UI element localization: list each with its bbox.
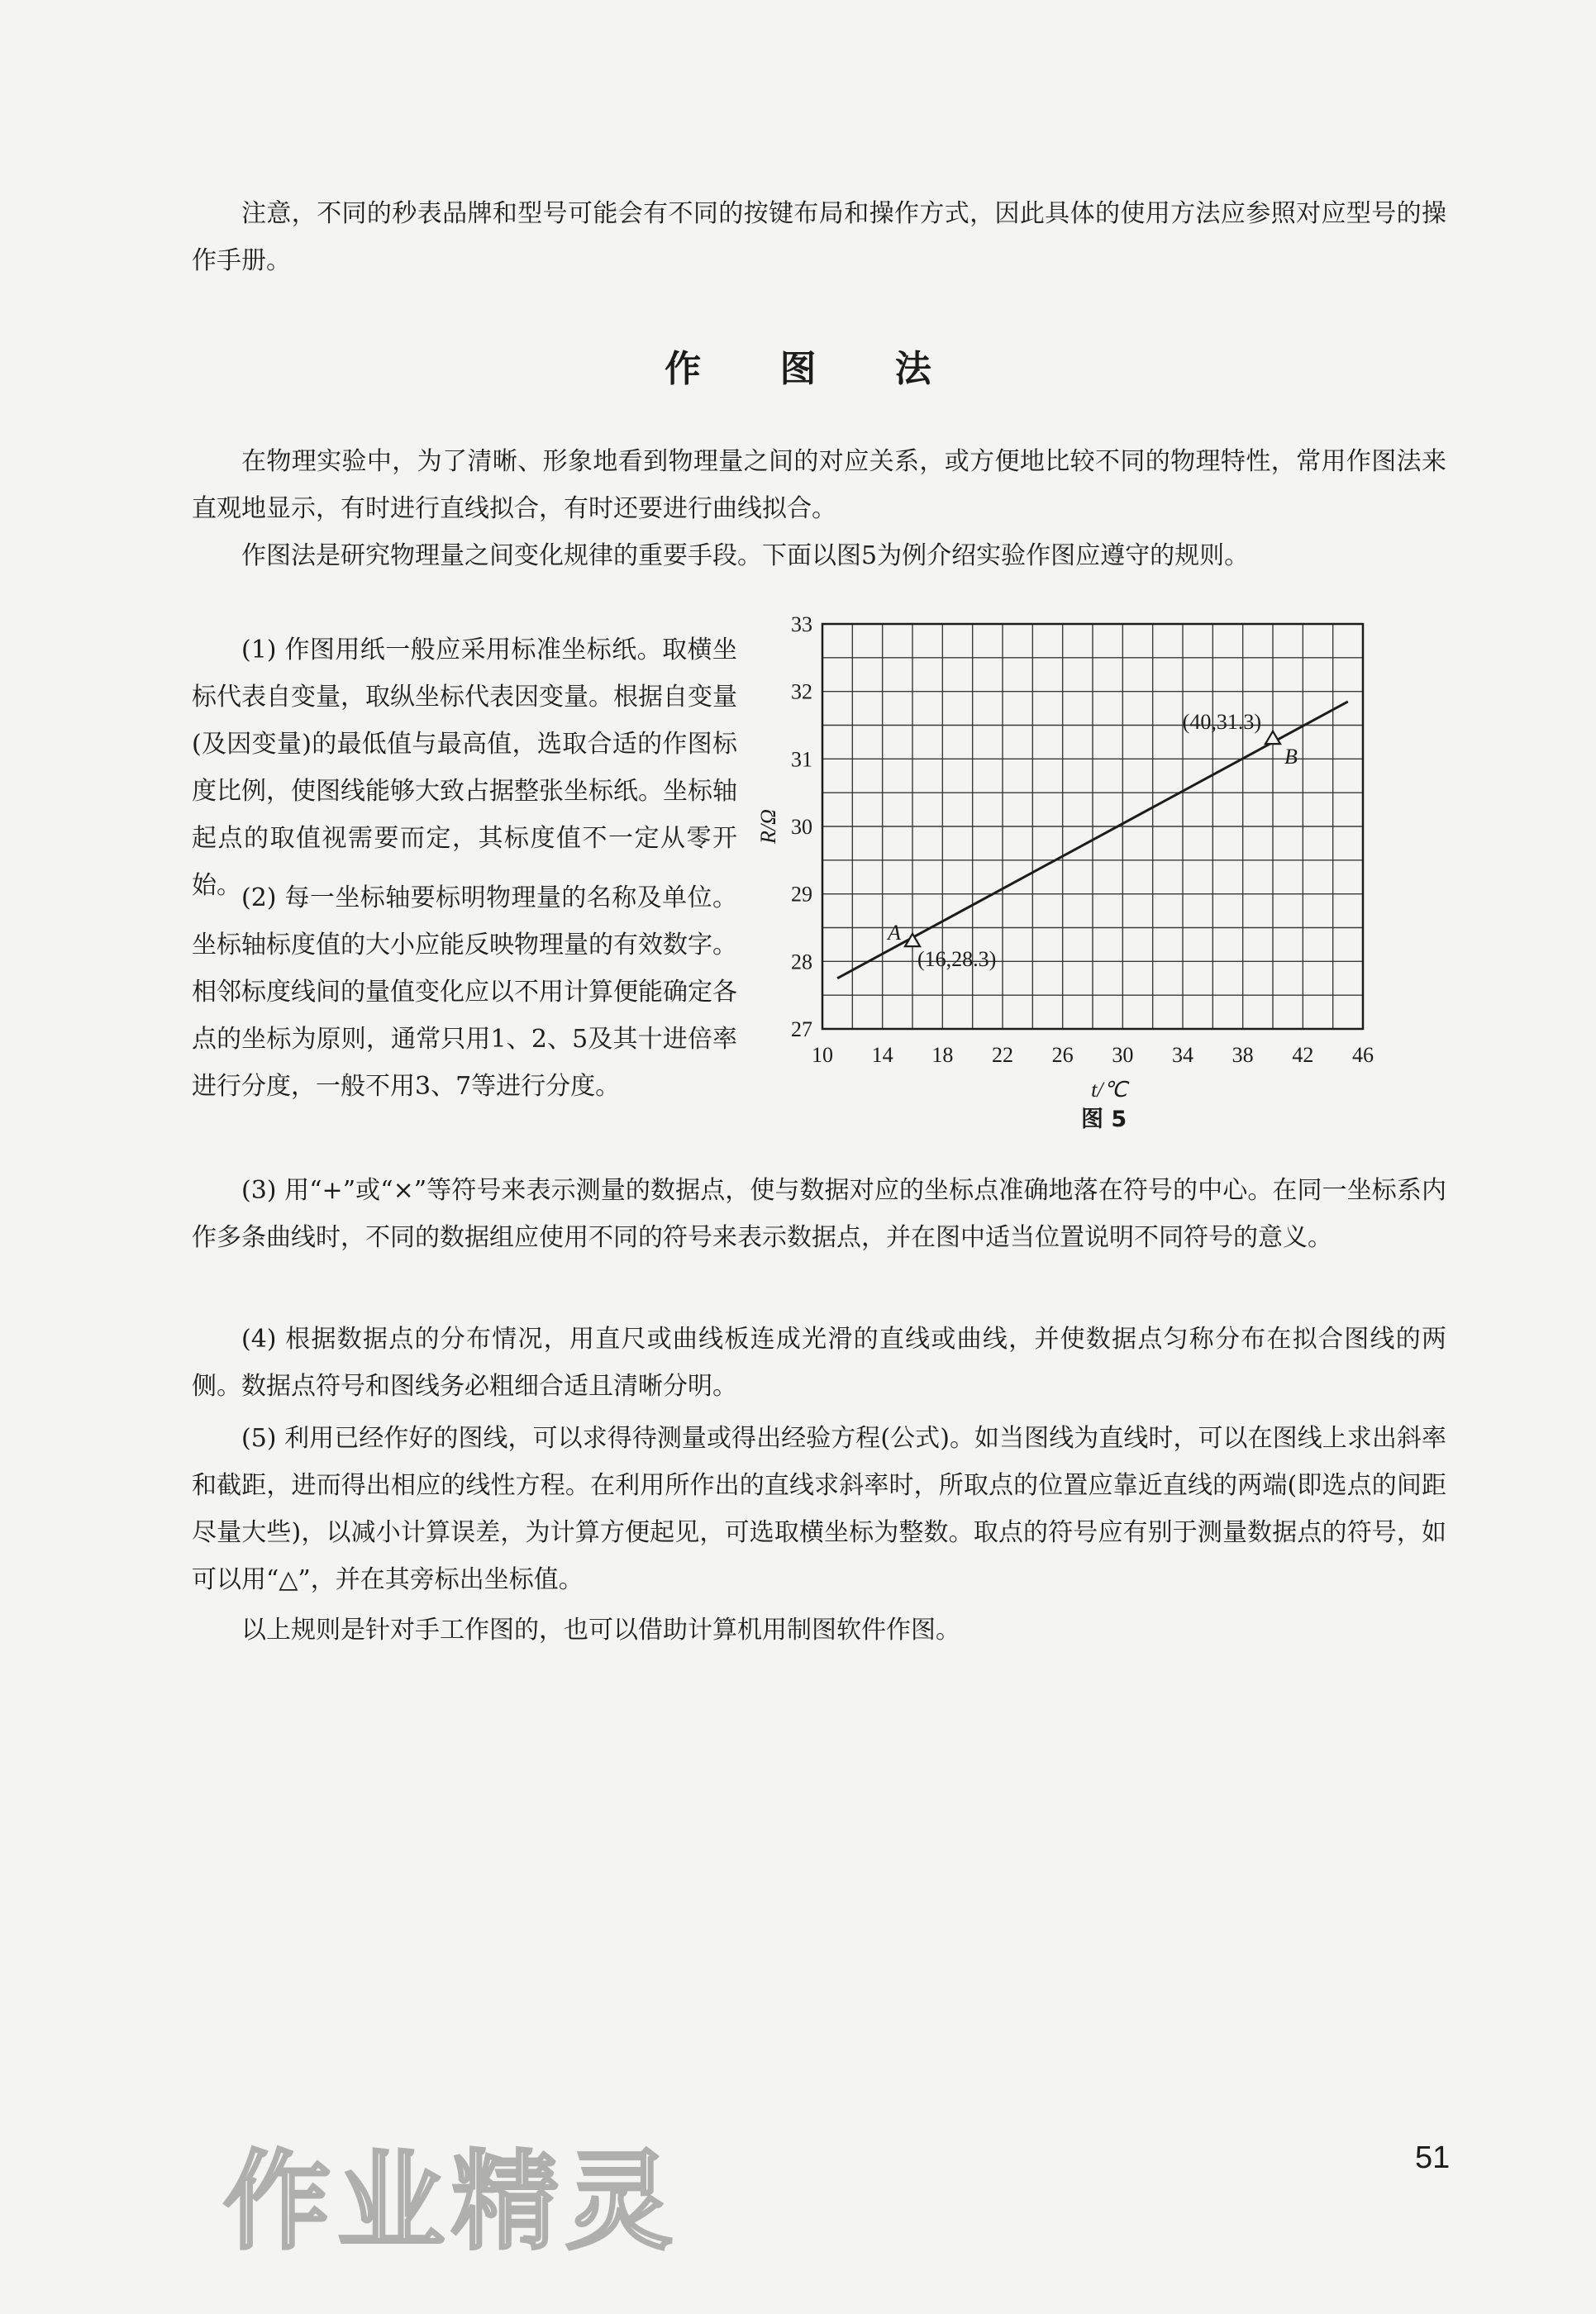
x-tick-label: 38 (1232, 1043, 1254, 1067)
rule-3: (3) 用“+”或“×”等符号来表示测量的数据点，使与数据对应的坐标点准确地落在符号的中心。在同一坐标系内作多条曲线时，不同的数据组应使用不同的符号来表示数据点，并在图中适当位置说明不同符号的意义。 (192, 1176, 1446, 1252)
y-tick-label: 28 (791, 950, 812, 974)
watermark: 作业精灵 (223, 2139, 680, 2264)
x-tick-label: 26 (1051, 1043, 1074, 1067)
x-tick-label: 14 (871, 1043, 893, 1067)
point-a-name: A (888, 920, 901, 945)
x-tick-label: 10 (812, 1043, 833, 1067)
rule-4: (4) 根据数据点的分布情况，用直尺或曲线板连成光滑的直线或曲线，并使数据点匀称分布在拟合图线的两侧。数据点符号和图线务必粗细合适且清晰分明。 (192, 1325, 1446, 1401)
point-b-coordinates: (40,31.3) (1182, 709, 1261, 734)
intro-note: 注意，不同的秒表品牌和型号可能会有不同的按键布局和操作方式，因此具体的使用方法应参照对应型号的操作手册。 (192, 199, 1446, 275)
x-tick-label: 34 (1172, 1043, 1193, 1067)
section-title: 作 图 法 (665, 348, 965, 390)
x-tick-label: 42 (1292, 1043, 1314, 1067)
y-tick-label: 29 (791, 882, 812, 907)
x-tick-label: 22 (992, 1043, 1013, 1067)
y-tick-label: 31 (791, 747, 812, 772)
x-axis-label: t/℃ (1091, 1078, 1127, 1099)
rule-2: (2) 每一坐标轴要标明物理量的名称及单位。坐标轴标度值的大小应能反映物理量的有效数字。相邻标度线间的量值变化应以不用计算便能确定各点的坐标为原则，通常只用1、2、5及其十进倍率进行分度，一般不用3、7等进行分度。 (192, 883, 737, 1101)
rule-1: (1) 作图用纸一般应采用标准坐标纸。取横坐标代表自变量，取纵坐标代表因变量。根据自变量(及因变量)的最低值与最高值，选取合适的作图标度比例，使图线能够大致占据整张坐标纸。坐标轴起点的取值视需要而定，其标度值不一定从零开始。 (192, 636, 737, 900)
x-tick-label: 46 (1352, 1043, 1374, 1067)
figure-caption: 图 5 (1081, 1107, 1127, 1132)
figure-5-chart (752, 612, 1446, 1099)
y-tick-label: 32 (791, 679, 812, 704)
x-tick-label: 30 (1112, 1043, 1134, 1067)
paragraph-overview: 作图法是研究物理量之间变化规律的重要手段。下面以图5为例介绍实验作图应遵守的规则。 (241, 541, 1250, 570)
paragraph-intro: 在物理实验中，为了清晰、形象地看到物理量之间的对应关系，或方便地比较不同的物理特性，常用作图法来直观地显示，有时进行直线拟合，有时还要进行曲线拟合。 (192, 447, 1446, 523)
point-b-marker (1265, 731, 1280, 744)
point-b-name: B (1284, 744, 1298, 769)
page-number: 51 (1415, 2140, 1451, 2175)
y-tick-label: 33 (791, 612, 812, 636)
closing-paragraph: 以上规则是针对手工作图的，也可以借助计算机用制图软件作图。 (241, 1616, 960, 1645)
y-tick-label: 27 (791, 1017, 812, 1041)
x-tick-label: 18 (931, 1043, 954, 1067)
rule-5: (5) 利用已经作好的图线，可以求得待测量或得出经验方程(公式)。如当图线为直线时，可以在图线上求出斜率和截距，进而得出相应的线性方程。在利用所作出的直线求斜率时，所取点的位置应靠近直线的两端(即选点的间距尽量大些)，以减小计算误差，为计算方便起见，可选取横坐标为整数。取点的符号应有别于测量数据点的符号，如可以用“△”，并在其旁标出坐标值。 (192, 1424, 1446, 1594)
y-tick-label: 30 (791, 815, 812, 839)
y-axis-label: R/Ω (756, 809, 780, 844)
point-a-coordinates: (16,28.3) (917, 946, 997, 971)
